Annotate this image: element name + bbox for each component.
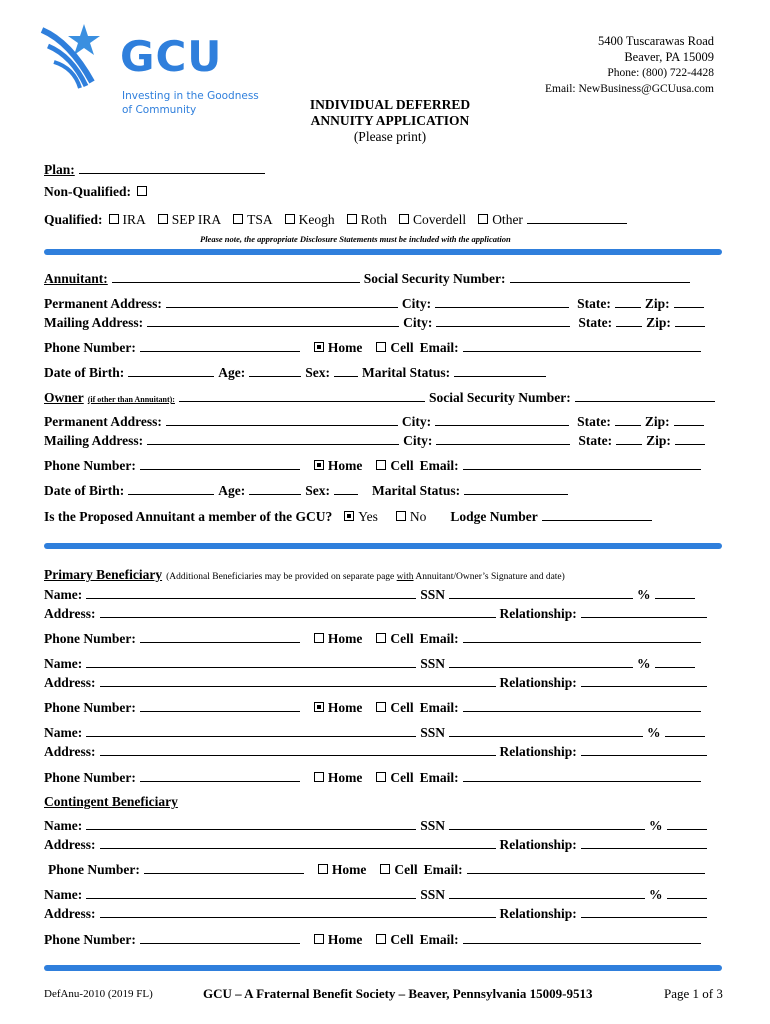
owner-perm-address-field[interactable] (166, 413, 398, 426)
yes-label: Yes (358, 509, 378, 524)
annuitant-home-checkbox[interactable] (314, 342, 324, 352)
logo-wordmark: GCU (120, 32, 223, 81)
title-line-3: (Please print) (353, 129, 427, 144)
contingent-1-relationship-field[interactable] (581, 836, 707, 849)
annuitant-perm-row (44, 295, 708, 312)
beneficiary-2-name-field[interactable] (86, 655, 416, 668)
city-label: City: (403, 315, 433, 330)
annuitant-label: Annuitant: (44, 271, 108, 286)
address-label: Address: (44, 837, 96, 852)
address-phone: Phone: (800) 722-4428 (607, 67, 714, 79)
owner-label: Owner (44, 390, 84, 405)
coverdell-label: Coverdell (412, 212, 467, 227)
contingent-1-phone-row (48, 861, 709, 878)
relationship-label: Relationship: (499, 744, 577, 759)
beneficiary-3-name-row (44, 724, 709, 741)
phone-label: Phone Number: (44, 932, 136, 947)
annuitant-ssn-field[interactable] (510, 270, 690, 283)
beneficiary-1-email-field[interactable] (463, 630, 701, 643)
annuitant-phone-row (44, 339, 705, 356)
contingent-1-email-field[interactable] (467, 861, 705, 874)
beneficiary-2-home-checkbox[interactable] (314, 702, 324, 712)
home-label: Home (327, 631, 363, 646)
beneficiary-3-name-field[interactable] (86, 724, 416, 737)
other-field[interactable] (527, 211, 627, 224)
beneficiary-2-cell-checkbox[interactable] (376, 702, 386, 712)
owner-perm-row (44, 413, 708, 430)
section-divider-2 (44, 543, 722, 549)
owner-perm-city-field[interactable] (435, 413, 569, 426)
ssn-label: SSN (420, 818, 445, 833)
qualified-row (44, 211, 631, 228)
contingent-2-name-field[interactable] (86, 886, 416, 899)
roth-checkbox[interactable] (347, 214, 357, 224)
annuitant-mail-row (44, 314, 709, 331)
section-divider-1 (44, 249, 722, 255)
contingent-1-home-checkbox[interactable] (318, 864, 328, 874)
plan-row (44, 161, 269, 178)
age-label: Age: (218, 483, 246, 498)
dob-label: Date of Birth: (44, 483, 125, 498)
contingent-1-ssn-field[interactable] (449, 817, 645, 830)
contingent-2-name-row (44, 886, 711, 903)
beneficiary-2-email-field[interactable] (463, 699, 701, 712)
sep-ira-label: SEP IRA (171, 212, 222, 227)
owner-sex-field[interactable] (334, 482, 358, 495)
annuitant-dob-field[interactable] (128, 364, 214, 377)
contingent-2-home-checkbox[interactable] (314, 934, 324, 944)
owner-marital-field[interactable] (464, 482, 568, 495)
state-label: State: (578, 315, 613, 330)
beneficiary-3-email-field[interactable] (463, 769, 701, 782)
cell-label: Cell (394, 862, 418, 877)
annuitant-name-field[interactable] (112, 270, 360, 283)
keogh-checkbox[interactable] (285, 214, 295, 224)
contingent-1-address-field[interactable] (100, 836, 496, 849)
owner-email-field[interactable] (463, 457, 701, 470)
contingent-heading-row (44, 794, 178, 810)
primary-note: (Additional Beneficiaries may be provided on separate page with Annuitant/Owner’s Signature and date) (166, 572, 565, 582)
nonqualified-row (44, 184, 151, 200)
lodge-label: Lodge Number (450, 509, 538, 524)
perm-address-label: Permanent Address: (44, 414, 162, 429)
percent-label: % (637, 587, 651, 602)
zip-label: Zip: (646, 433, 671, 448)
plan-label: Plan: (44, 162, 75, 177)
owner-row (44, 389, 719, 406)
logo-tagline-1: Investing in the Goodness (122, 90, 259, 102)
page-number: Page 1 of 3 (664, 986, 723, 1001)
tsa-label: TSA (247, 212, 273, 227)
ssn-label: SSN (420, 887, 445, 902)
annuitant-marital-field[interactable] (454, 364, 546, 377)
cell-label: Cell (390, 458, 414, 473)
gcu-logo (40, 22, 270, 122)
other-checkbox[interactable] (478, 214, 488, 224)
primary-heading-row (44, 567, 565, 583)
home-label: Home (331, 862, 367, 877)
phone-label: Phone Number: (48, 862, 140, 877)
home-label: Home (327, 458, 363, 473)
beneficiary-3-address-field[interactable] (100, 743, 496, 756)
contingent-heading: Contingent Beneficiary (44, 794, 178, 809)
relationship-label: Relationship: (499, 675, 577, 690)
relationship-label: Relationship: (499, 906, 577, 921)
qualified-label: Qualified: (44, 212, 103, 227)
phone-label: Phone Number: (44, 458, 136, 473)
no-label: No (409, 509, 427, 524)
address-street: 5400 Tuscarawas Road (598, 34, 714, 48)
beneficiary-2-address-row (44, 674, 711, 691)
beneficiary-3-address-row (44, 743, 711, 760)
footer-org: GCU – A Fraternal Benefit Society – Beaver, Pennsylvania 15009-9513 (203, 986, 593, 1001)
address-label: Address: (44, 744, 96, 759)
owner-phone-row (44, 457, 705, 474)
home-label: Home (327, 700, 363, 715)
annuitant-mail-state-field[interactable] (616, 314, 642, 327)
owner-home-checkbox[interactable] (314, 460, 324, 470)
tsa-checkbox[interactable] (233, 214, 243, 224)
phone-label: Phone Number: (44, 700, 136, 715)
mail-address-label: Mailing Address: (44, 315, 144, 330)
contingent-1-name-field[interactable] (86, 817, 416, 830)
contingent-1-percent-field[interactable] (667, 817, 707, 830)
zip-label: Zip: (644, 296, 670, 311)
relationship-label: Relationship: (499, 606, 577, 621)
beneficiary-1-address-field[interactable] (100, 605, 496, 618)
cell-label: Cell (390, 700, 414, 715)
title-line-2: ANNUITY APPLICATION (310, 113, 470, 128)
annuitant-age-field[interactable] (249, 364, 301, 377)
annuitant-mail-zip-field[interactable] (675, 314, 705, 327)
owner-mail-zip-field[interactable] (675, 432, 705, 445)
phone-label: Phone Number: (44, 631, 136, 646)
member-question: Is the Proposed Annuitant a member of the GCU? (44, 509, 333, 524)
owner-age-field[interactable] (249, 482, 301, 495)
contingent-1-cell-checkbox[interactable] (380, 864, 390, 874)
member-no-checkbox[interactable] (396, 511, 406, 521)
sex-label: Sex: (305, 365, 330, 380)
beneficiary-1-relationship-field[interactable] (581, 605, 707, 618)
state-label: State: (577, 414, 611, 429)
owner-dob-row (44, 482, 572, 499)
beneficiary-2-percent-field[interactable] (655, 655, 695, 668)
age-label: Age: (218, 365, 246, 380)
home-label: Home (327, 932, 363, 947)
name-label: Name: (44, 887, 83, 902)
beneficiary-1-address-row (44, 605, 711, 622)
beneficiary-2-relationship-field[interactable] (581, 674, 707, 687)
name-label: Name: (44, 587, 83, 602)
logo-tagline-2: of Community (122, 104, 197, 116)
ssn-label: SSN (420, 725, 445, 740)
plan-field[interactable] (79, 161, 265, 174)
owner-note: (if other than Annuitant): (87, 395, 175, 404)
annuitant-perm-address-field[interactable] (166, 295, 398, 308)
perm-address-label: Permanent Address: (44, 296, 162, 311)
email-label: Email: (423, 862, 463, 877)
address-email: Email: NewBusiness@GCUusa.com (544, 83, 714, 95)
state-label: State: (577, 296, 611, 311)
beneficiary-1-phone-row (44, 630, 705, 647)
star-swoosh-logo-icon (40, 22, 120, 92)
percent-label: % (649, 887, 663, 902)
relationship-label: Relationship: (499, 837, 577, 852)
owner-ssn-field[interactable] (575, 389, 715, 402)
beneficiary-2-name-row (44, 655, 699, 672)
sex-label: Sex: (305, 483, 330, 498)
owner-phone-field[interactable] (140, 457, 300, 470)
member-yes-checkbox[interactable] (344, 511, 354, 521)
cell-label: Cell (390, 631, 414, 646)
beneficiary-1-ssn-field[interactable] (449, 586, 633, 599)
ira-checkbox[interactable] (109, 214, 119, 224)
beneficiary-2-ssn-field[interactable] (449, 655, 633, 668)
beneficiary-1-home-checkbox[interactable] (314, 633, 324, 643)
sep-ira-checkbox[interactable] (158, 214, 168, 224)
name-label: Name: (44, 725, 83, 740)
address-label: Address: (44, 906, 96, 921)
form-title (290, 97, 490, 145)
contingent-2-phone-field[interactable] (140, 931, 300, 944)
annuitant-perm-city-field[interactable] (435, 295, 569, 308)
beneficiary-3-percent-field[interactable] (665, 724, 705, 737)
roth-label: Roth (360, 212, 387, 227)
beneficiary-3-phone-row (44, 769, 705, 786)
title-line-1: INDIVIDUAL DEFERRED (309, 97, 471, 112)
annuitant-mail-address-field[interactable] (147, 314, 399, 327)
address-label: Address: (44, 606, 96, 621)
owner-name-field[interactable] (179, 389, 425, 402)
city-label: City: (401, 414, 432, 429)
address-city: Beaver, PA 15009 (624, 50, 714, 64)
other-label: Other (492, 212, 523, 227)
marital-label: Marital Status: (361, 365, 451, 380)
email-label: Email: (419, 932, 459, 947)
beneficiary-2-phone-field[interactable] (140, 699, 300, 712)
percent-label: % (647, 725, 661, 740)
coverdell-checkbox[interactable] (399, 214, 409, 224)
beneficiary-1-cell-checkbox[interactable] (376, 633, 386, 643)
marital-label: Marital Status: (371, 483, 461, 498)
contingent-1-address-row (44, 836, 711, 853)
city-label: City: (403, 433, 433, 448)
address-label: Address: (44, 675, 96, 690)
beneficiary-1-name-row (44, 586, 699, 603)
annuitant-perm-state-field[interactable] (615, 295, 641, 308)
contingent-2-phone-row (44, 931, 705, 948)
nonqualified-label: Non-Qualified: (44, 184, 132, 199)
form-id: DefAnu-2010 (2019 FL) (44, 988, 153, 1000)
email-label: Email: (419, 458, 459, 473)
mail-address-label: Mailing Address: (44, 433, 144, 448)
contingent-2-percent-field[interactable] (667, 886, 707, 899)
primary-heading: Primary Beneficiary (44, 567, 163, 582)
company-address (545, 33, 714, 97)
owner-mail-address-field[interactable] (147, 432, 399, 445)
contingent-2-cell-checkbox[interactable] (376, 934, 386, 944)
cell-label: Cell (390, 770, 414, 785)
annuitant-dob-row (44, 364, 550, 381)
contingent-2-ssn-field[interactable] (449, 886, 645, 899)
name-label: Name: (44, 656, 83, 671)
contingent-1-name-row (44, 817, 711, 834)
annuitant-cell-checkbox[interactable] (376, 342, 386, 352)
annuitant-email-field[interactable] (463, 339, 701, 352)
disclosure-note: Please note, the appropriate Disclosure Statements must be included with the application (200, 234, 511, 244)
nonqualified-checkbox[interactable] (137, 186, 147, 196)
email-label: Email: (419, 770, 459, 785)
annuitant-mail-city-field[interactable] (436, 314, 570, 327)
beneficiary-1-name-field[interactable] (86, 586, 416, 599)
state-label: State: (578, 433, 613, 448)
owner-perm-zip-field[interactable] (674, 413, 704, 426)
phone-label: Phone Number: (44, 340, 136, 355)
beneficiary-2-address-field[interactable] (100, 674, 496, 687)
beneficiary-2-phone-row (44, 699, 705, 716)
beneficiary-3-home-checkbox[interactable] (314, 772, 324, 782)
beneficiary-1-percent-field[interactable] (655, 586, 695, 599)
annuitant-phone-field[interactable] (140, 339, 300, 352)
contingent-2-address-row (44, 905, 711, 922)
section-divider-3 (44, 965, 722, 971)
email-label: Email: (419, 340, 459, 355)
home-label: Home (327, 340, 363, 355)
owner-mail-row (44, 432, 709, 449)
annuitant-sex-field[interactable] (334, 364, 358, 377)
zip-label: Zip: (646, 315, 671, 330)
owner-dob-field[interactable] (128, 482, 214, 495)
owner-perm-state-field[interactable] (615, 413, 641, 426)
email-label: Email: (419, 700, 459, 715)
email-label: Email: (419, 631, 459, 646)
percent-label: % (637, 656, 651, 671)
beneficiary-3-relationship-field[interactable] (581, 743, 707, 756)
lodge-field[interactable] (542, 508, 652, 521)
owner-mail-city-field[interactable] (436, 432, 570, 445)
beneficiary-3-cell-checkbox[interactable] (376, 772, 386, 782)
zip-label: Zip: (644, 414, 670, 429)
beneficiary-1-phone-field[interactable] (140, 630, 300, 643)
ssn-label: SSN (420, 587, 445, 602)
name-label: Name: (44, 818, 83, 833)
contingent-2-address-field[interactable] (100, 905, 496, 918)
phone-label: Phone Number: (44, 770, 136, 785)
annuitant-row (44, 270, 694, 287)
cell-label: Cell (390, 932, 414, 947)
annuitant-ssn-label: Social Security Number: (363, 271, 506, 286)
annuitant-perm-zip-field[interactable] (674, 295, 704, 308)
contingent-2-email-field[interactable] (463, 931, 701, 944)
owner-ssn-label: Social Security Number: (428, 390, 571, 405)
percent-label: % (649, 818, 663, 833)
city-label: City: (401, 296, 432, 311)
contingent-1-phone-field[interactable] (144, 861, 304, 874)
ira-label: IRA (122, 212, 146, 227)
keogh-label: Keogh (298, 212, 335, 227)
member-row (44, 508, 656, 525)
cell-label: Cell (390, 340, 414, 355)
owner-cell-checkbox[interactable] (376, 460, 386, 470)
home-label: Home (327, 770, 363, 785)
ssn-label: SSN (420, 656, 445, 671)
contingent-2-relationship-field[interactable] (581, 905, 707, 918)
dob-label: Date of Birth: (44, 365, 125, 380)
owner-mail-state-field[interactable] (616, 432, 642, 445)
beneficiary-3-ssn-field[interactable] (449, 724, 643, 737)
beneficiary-3-phone-field[interactable] (140, 769, 300, 782)
